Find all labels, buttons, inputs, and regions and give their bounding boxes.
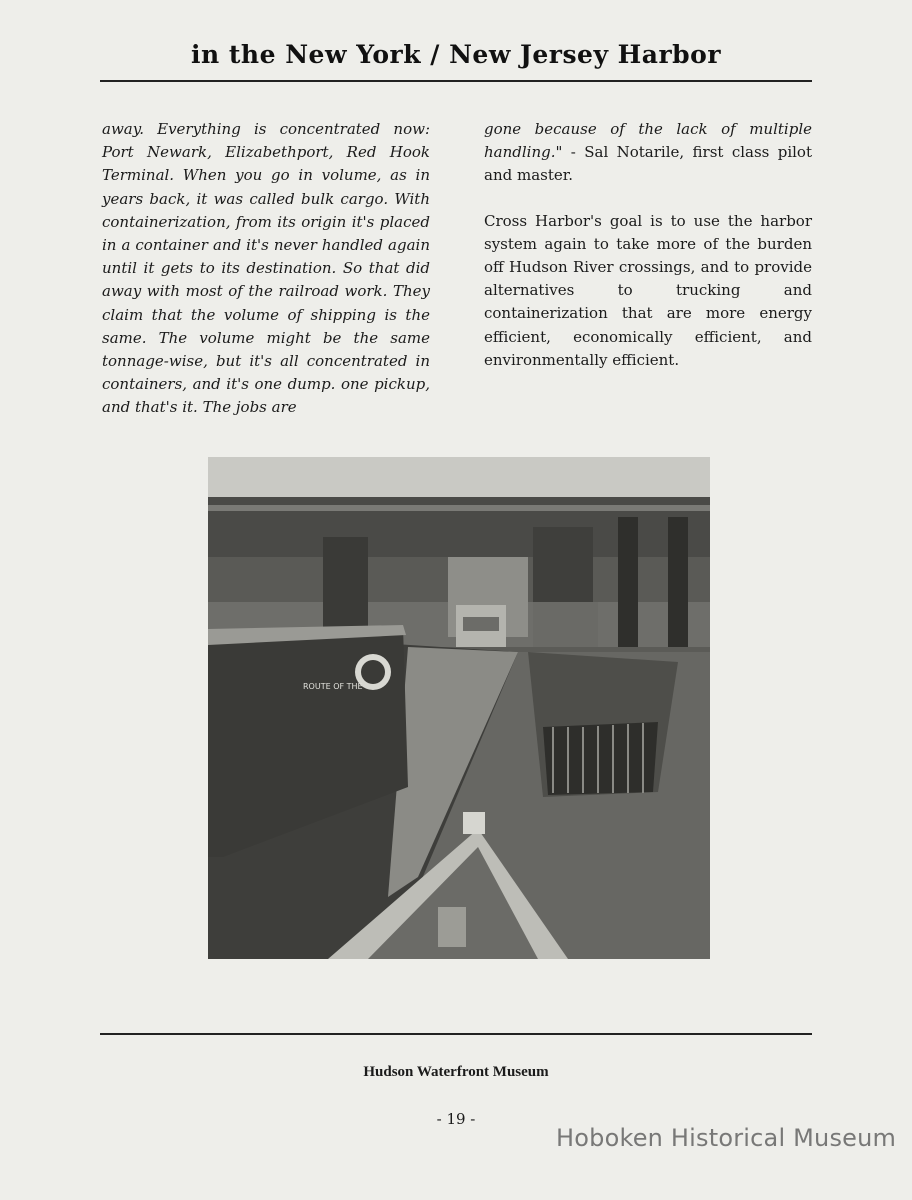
harbor-photograph [208,457,710,959]
quote-continuation: gone because of the lack of multiple handling." [484,120,812,162]
footer-divider [100,1033,812,1035]
quote-ending [484,118,812,188]
body-paragraph: Cross Harbor's goal is to use the harbor system again to take more of the burden off Hudson River crossings, and to provide alternatives to trucking and containerization that are more energy efficient, economically efficient, and environmentally efficient. [484,211,812,369]
page-header-title: in the New York / New Jersey Harbor [191,40,721,69]
boxcar-lettering: ROUTE OF THE [303,682,363,691]
left-column-text: away. Everything is concentrated now: Port Newark, Elizabethport, Red Hook Terminal. When you go in volume, as in years back, it was called bulk cargo. With containerization, from its origin it's placed in a container and it's never handled again until it gets to its destination. So that did away with most of the railroad work. They claim that the volume of shipping is the same. The volume might be the same tonnage-wise, but it's all concentrated in containers, and it's one dump. one pickup, and that's it. The jobs are [102,120,430,417]
right-column [484,118,812,394]
photo-drawing [208,457,710,959]
header-divider [100,80,812,82]
watermark: Hoboken Historical Museum [556,1124,897,1152]
page-number: - 19 - [436,1110,476,1128]
left-column [102,118,430,420]
quote-attribution: - Sal Notarile, first class pilot and master. [484,143,812,185]
footer-organization: Hudson Waterfront Museum [363,1064,549,1080]
